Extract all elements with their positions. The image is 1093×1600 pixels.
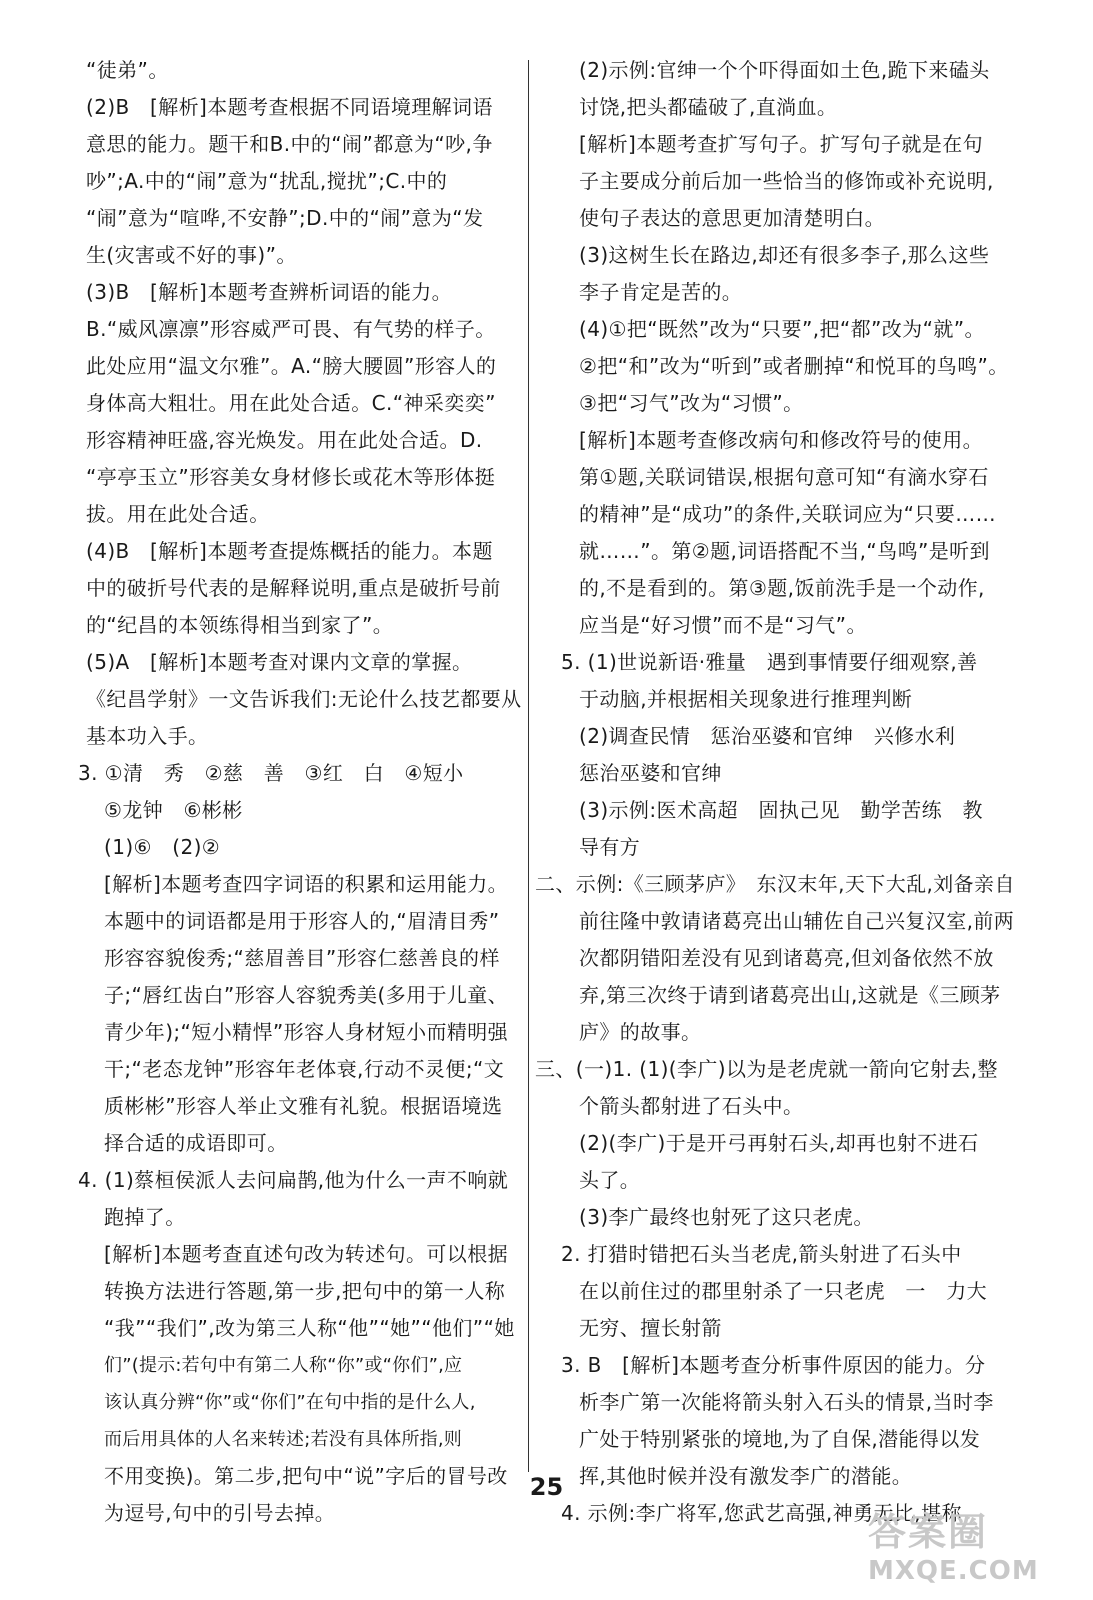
text-line: 为逗号,句中的引号去掉。	[104, 1501, 336, 1525]
text-line: 挥,其他时候并没有激发李广的潜能。	[579, 1464, 913, 1488]
text-line: 干;“老态龙钟”形容年老体衰,行动不灵便;“文	[104, 1057, 505, 1081]
text-line: 身体高大粗壮。用在此处合适。C.“神采奕奕”	[86, 391, 496, 415]
watermark	[868, 1508, 1068, 1596]
text-line: 讨饶,把头都磕破了,直淌血。	[579, 95, 838, 119]
text-line: 导有方	[579, 835, 641, 859]
text-line: “徒弟”。	[86, 58, 169, 82]
text-line: 意思的能力。题干和B.中的“闹”都意为“吵,争	[86, 132, 493, 156]
text-line: 而后用具体的人名来转述;若没有具体所指,则	[104, 1429, 462, 1450]
text-line: 惩治巫婆和官绅	[579, 761, 722, 785]
text-line: ②把“和”改为“听到”或者删掉“和悦耳的鸟鸣”。	[579, 354, 1009, 378]
text-line: “我”“我们”,改为第三人称“他”“她”“他们”“她	[104, 1316, 515, 1340]
text-line: “闹”意为“喧哗,不安静”;D.中的“闹”意为“发	[86, 206, 484, 230]
text-line: (2)(李广)于是开弓再射石头,却再也射不进石	[579, 1131, 979, 1155]
text-line: (3)示例:医术高超 固执己见 勤学苦练 教	[579, 798, 983, 822]
text-line: 的“纪昌的本领练得相当到家了”。	[86, 613, 394, 637]
text-line: 头了。	[579, 1168, 641, 1192]
text-line: 前往隆中敦请诸葛亮出山辅佐自己兴复汉室,前两	[579, 909, 1015, 933]
text-line: 应当是“好习惯”而不是“习气”。	[579, 613, 867, 637]
text-line: 弃,第三次终于请到诸葛亮出山,这就是《三顾茅	[579, 983, 1001, 1007]
question-4: 4. (1)蔡桓侯派人去问扁鹊,他为什么一声不响就	[78, 1168, 509, 1192]
question-2: 2. 打猎时错把石头当老虎,箭头射进了石头中	[561, 1242, 962, 1266]
text-line: 子;“唇红齿白”形容人容貌秀美(多用于儿童、	[104, 983, 509, 1007]
text-line: 质彬彬”形容人举止文雅有礼貌。根据语境选	[104, 1094, 503, 1118]
text-line: (2)示例:官绅一个个吓得面如土色,跪下来磕头	[579, 58, 990, 82]
text-line: (3)这树生长在路边,却还有很多李子,那么这些	[579, 243, 990, 267]
text-line: 的,不是看到的。第③题,饭前洗手是一个动作,	[579, 576, 985, 600]
text-line: (1)⑥ (2)②	[104, 835, 221, 859]
text-line: ③把“习气”改为“习惯”。	[579, 391, 804, 415]
text-line: 使句子表达的意思更加清楚明白。	[579, 206, 885, 230]
text-line: 个箭头都射进了石头中。	[579, 1094, 804, 1118]
text-line: B.“威风凛凛”形容威严可畏、有气势的样子。	[86, 317, 496, 341]
question-3b: 3. B [解析]本题考查分析事件原因的能力。分	[561, 1353, 986, 1377]
text-line: 的精神”是“成功”的条件,关联词应为“只要……	[579, 502, 997, 526]
text-line: [解析]本题考查修改病句和修改符号的使用。	[579, 428, 984, 452]
text-line: 就……”。第②题,词语搭配不当,“鸟鸣”是听到	[579, 539, 990, 563]
watermark-logo: 答案圈	[868, 1510, 989, 1554]
text-line: 本题中的词语都是用于形容人的,“眉清目秀”	[104, 909, 500, 933]
text-line: 青少年);“短小精悍”形容人身材短小而精明强	[104, 1020, 509, 1044]
text-line: (2)B [解析]本题考查根据不同语境理解词语	[86, 95, 493, 119]
text-line: 形容容貌俊秀;“慈眉善目”形容仁慈善良的样	[104, 946, 500, 970]
watermark-url: MXQE.COM	[868, 1556, 1039, 1586]
text-line: 形容精神旺盛,容光焕发。用在此处合适。D.	[86, 428, 483, 452]
text-line: 子主要成分前后加一些恰当的修饰或补充说明,	[579, 169, 994, 193]
text-line: 广处于特别紧张的境地,为了自保,潜能得以发	[579, 1427, 981, 1451]
text-line: ⑤龙钟 ⑥彬彬	[104, 798, 243, 822]
column-divider	[528, 60, 529, 1472]
text-line: 不用变换)。第二步,把句中“说”字后的冒号改	[104, 1464, 508, 1488]
question-4b: 4. 示例:李广将军,您武艺高强,神勇无比,堪称	[561, 1501, 962, 1525]
text-line: 庐》的故事。	[579, 1020, 702, 1044]
question-3: 3. ①清 秀 ②慈 善 ③红 白 ④短小	[78, 761, 464, 785]
text-line: 于动脑,并根据相关现象进行推理判断	[579, 687, 913, 711]
text-line: 跑掉了。	[104, 1205, 186, 1229]
text-line: “亭亭玉立”形容美女身材修长或花木等形体挺	[86, 465, 496, 489]
text-line: (4)①把“既然”改为“只要”,把“都”改为“就”。	[579, 317, 985, 341]
text-line: 《纪昌学射》一文告诉我们:无论什么技艺都要从	[86, 687, 522, 711]
text-line: (3)B [解析]本题考查辨析词语的能力。	[86, 280, 453, 304]
text-line: (3)李广最终也射死了这只老虎。	[579, 1205, 874, 1229]
text-line: 基本功入手。	[86, 724, 209, 748]
text-line: [解析]本题考查直述句改为转述句。可以根据	[104, 1242, 509, 1266]
text-line: 在以前住过的郡里射杀了一只老虎 一 力大	[579, 1279, 987, 1303]
text-line: 择合适的成语即可。	[104, 1131, 288, 1155]
text-line: 吵”;A.中的“闹”意为“扰乱,搅扰”;C.中的	[86, 169, 448, 193]
text-line: 析李广第一次能将箭头射入石头的情景,当时李	[579, 1390, 994, 1414]
text-line: 生(灾害或不好的事)”。	[86, 243, 297, 267]
left-column	[78, 52, 523, 1532]
text-line: 无穷、擅长射箭	[579, 1316, 722, 1340]
text-line: [解析]本题考查四字词语的积累和运用能力。	[104, 872, 509, 896]
section-2: 二、示例:《三顾茅庐》 东汉末年,天下大乱,刘备亲自	[535, 872, 1015, 896]
text-line: 中的破折号代表的是解释说明,重点是破折号前	[86, 576, 501, 600]
text-line: 拔。用在此处合适。	[86, 502, 270, 526]
text-line: 次都阴错阳差没有见到诸葛亮,但刘备依然不放	[579, 946, 994, 970]
text-line: 第①题,关联词错误,根据句意可知“有滴水穿石	[579, 465, 989, 489]
text-line: (2)调查民情 惩治巫婆和官绅 兴修水利	[579, 724, 956, 748]
section-3: 三、(一)1. (1)(李广)以为是老虎就一箭向它射去,整	[535, 1057, 998, 1081]
text-line: 李子肯定是苦的。	[579, 280, 743, 304]
text-line: (4)B [解析]本题考查提炼概括的能力。本题	[86, 539, 493, 563]
text-line: 转换方法进行答题,第一步,把句中的第一人称	[104, 1279, 506, 1303]
page-number: 25	[529, 1473, 564, 1501]
text-line: 们”(提示:若句中有第二人称“你”或“你们”,应	[104, 1355, 463, 1376]
question-5: 5. (1)世说新语·雅量 遇到事情要仔细观察,善	[561, 650, 978, 674]
text-line: 此处应用“温文尔雅”。A.“膀大腰圆”形容人的	[86, 354, 497, 378]
text-line: [解析]本题考查扩写句子。扩写句子就是在句	[579, 132, 984, 156]
text-line: 该认真分辨“你”或“你们”在句中指的是什么人,	[104, 1392, 476, 1413]
text-line: (5)A [解析]本题考查对课内文章的掌握。	[86, 650, 473, 674]
